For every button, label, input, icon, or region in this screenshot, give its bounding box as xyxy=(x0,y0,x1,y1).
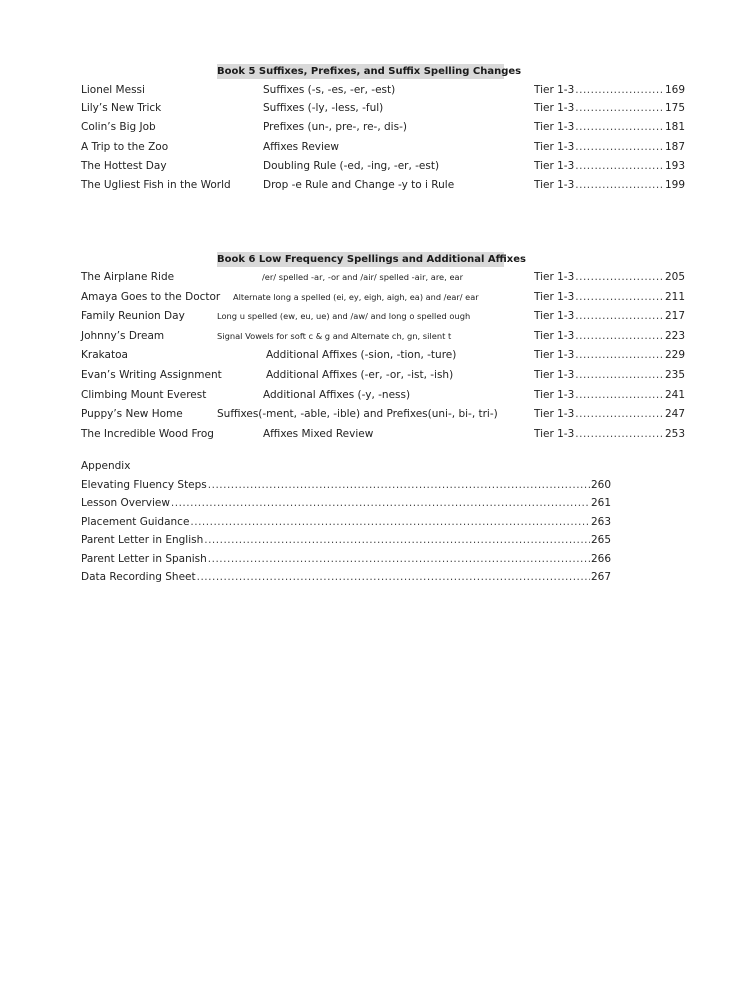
tier-entry xyxy=(534,307,685,326)
tier-entry xyxy=(534,138,685,157)
dot-leader xyxy=(575,405,664,424)
dot-leader xyxy=(171,494,590,512)
lesson-title: Krakatoa xyxy=(81,349,128,361)
page-number: 253 xyxy=(664,428,685,440)
lesson-title: Family Reunion Day xyxy=(81,310,185,322)
appendix-row xyxy=(81,568,611,586)
lesson-title: Puppy’s New Home xyxy=(81,408,183,420)
dot-leader xyxy=(575,307,664,326)
page-number: 265 xyxy=(590,534,611,546)
appendix-item-name: Placement Guidance xyxy=(81,516,190,528)
page-number: 229 xyxy=(664,349,685,361)
page-number: 260 xyxy=(590,479,611,491)
dot-leader xyxy=(575,386,664,405)
book6-heading: Book 6 Low Frequency Spellings and Additional Affixes xyxy=(217,254,526,265)
dot-leader xyxy=(575,346,664,365)
tier-label: Tier 1-3 xyxy=(534,369,575,381)
appendix-item-name: Data Recording Sheet xyxy=(81,571,196,583)
dot-leader xyxy=(575,268,664,287)
appendix-item-name: Parent Letter in Spanish xyxy=(81,553,207,565)
appendix-item-name: Parent Letter in English xyxy=(81,534,204,546)
toc-row xyxy=(81,405,685,424)
lesson-skill: Affixes Mixed Review xyxy=(263,428,374,440)
lesson-title: Climbing Mount Everest xyxy=(81,389,207,401)
page-number: 169 xyxy=(664,84,685,96)
dot-leader xyxy=(575,366,664,385)
lesson-skill: Additional Affixes (-sion, -tion, -ture) xyxy=(266,349,457,361)
dot-leader xyxy=(204,531,590,549)
dot-leader xyxy=(575,157,664,176)
lesson-skill: Additional Affixes (-er, -or, -ist, -ish) xyxy=(266,369,454,381)
toc-row xyxy=(81,288,685,307)
dot-leader xyxy=(575,327,664,346)
lesson-skill: Suffixes (-s, -es, -er, -est) xyxy=(263,84,396,96)
lesson-skill: Signal Vowels for soft c & g and Alternate ch, gn, silent t xyxy=(217,331,452,341)
lesson-skill: /er/ spelled -ar, -or and /air/ spelled -air, are, ear xyxy=(262,272,464,282)
lesson-skill: Additional Affixes (-y, -ness) xyxy=(263,389,411,401)
book5-heading: Book 5 Suffixes, Prefixes, and Suffix Spelling Changes xyxy=(217,66,522,77)
lesson-skill: Doubling Rule (-ed, -ing, -er, -est) xyxy=(263,160,440,172)
dot-leader xyxy=(190,513,590,531)
lesson-title: A Trip to the Zoo xyxy=(81,141,169,153)
page-number: 261 xyxy=(590,497,611,509)
lesson-title: Lionel Messi xyxy=(81,84,145,96)
tier-entry xyxy=(534,268,685,287)
tier-entry xyxy=(534,157,685,176)
dot-leader xyxy=(575,288,664,307)
dot-leader xyxy=(575,99,664,118)
dot-leader xyxy=(208,550,590,568)
appendix-row xyxy=(81,513,611,531)
appendix-row xyxy=(81,550,611,568)
page-number: 187 xyxy=(664,141,685,153)
appendix-item-name: Lesson Overview xyxy=(81,497,170,509)
page-number: 263 xyxy=(590,516,611,528)
toc-row xyxy=(81,327,685,346)
lesson-title: The Hottest Day xyxy=(81,160,167,172)
page-number: 223 xyxy=(664,330,685,342)
tier-entry xyxy=(534,99,685,118)
dot-leader xyxy=(575,118,664,137)
lesson-skill: Drop -e Rule and Change -y to i Rule xyxy=(263,179,455,191)
dot-leader xyxy=(197,568,590,586)
tier-label: Tier 1-3 xyxy=(534,291,575,303)
appendix-row xyxy=(81,494,611,512)
dot-leader xyxy=(575,425,664,444)
tier-entry xyxy=(534,81,685,100)
lesson-skill: Suffixes (-ly, -less, -ful) xyxy=(263,102,384,114)
dot-leader xyxy=(575,138,664,157)
toc-row xyxy=(81,346,685,365)
lesson-title: Lily’s New Trick xyxy=(81,102,162,114)
tier-entry xyxy=(534,118,685,137)
page-number: 181 xyxy=(664,121,685,133)
toc-row xyxy=(81,366,685,385)
dot-leader xyxy=(575,176,664,195)
lesson-title: Johnny’s Dream xyxy=(81,330,165,342)
tier-entry xyxy=(534,425,685,444)
tier-label: Tier 1-3 xyxy=(534,349,575,361)
tier-entry xyxy=(534,327,685,346)
tier-label: Tier 1-3 xyxy=(534,179,575,191)
toc-row xyxy=(81,81,685,100)
lesson-title: Amaya Goes to the Doctor xyxy=(81,291,221,303)
page-number: 205 xyxy=(664,271,685,283)
lesson-title: Evan’s Writing Assignment xyxy=(81,369,222,381)
tier-label: Tier 1-3 xyxy=(534,84,575,96)
page-number: 175 xyxy=(664,102,685,114)
lesson-title: The Ugliest Fish in the World xyxy=(81,179,231,191)
tier-entry xyxy=(534,405,685,424)
page-number: 247 xyxy=(664,408,685,420)
tier-entry xyxy=(534,346,685,365)
toc-row xyxy=(81,176,685,195)
lesson-skill: Long u spelled (ew, eu, ue) and /aw/ and long o spelled ough xyxy=(217,311,471,321)
tier-label: Tier 1-3 xyxy=(534,428,575,440)
toc-row xyxy=(81,307,685,326)
lesson-skill: Prefixes (un-, pre-, re-, dis-) xyxy=(263,121,407,133)
appendix-row xyxy=(81,531,611,549)
lesson-skill: Suffixes(-ment, -able, -ible) and Prefixes(uni-, bi-, tri-) xyxy=(217,408,498,420)
tier-label: Tier 1-3 xyxy=(534,408,575,420)
tier-label: Tier 1-3 xyxy=(534,271,575,283)
page-number: 193 xyxy=(664,160,685,172)
lesson-title: Colin’s Big Job xyxy=(81,121,156,133)
tier-label: Tier 1-3 xyxy=(534,102,575,114)
toc-row xyxy=(81,138,685,157)
dot-leader xyxy=(208,476,590,494)
page-number: 235 xyxy=(664,369,685,381)
toc-row xyxy=(81,157,685,176)
lesson-skill: Affixes Review xyxy=(263,141,339,153)
appendix-label: Appendix xyxy=(81,460,131,472)
tier-label: Tier 1-3 xyxy=(534,310,575,322)
tier-entry xyxy=(534,288,685,307)
tier-label: Tier 1-3 xyxy=(534,141,575,153)
page-number: 241 xyxy=(664,389,685,401)
tier-entry xyxy=(534,176,685,195)
lesson-title: The Incredible Wood Frog xyxy=(81,428,214,440)
lesson-title: The Airplane Ride xyxy=(81,271,175,283)
tier-label: Tier 1-3 xyxy=(534,389,575,401)
page-number: 217 xyxy=(664,310,685,322)
page-number: 267 xyxy=(590,571,611,583)
page-number: 266 xyxy=(590,553,611,565)
tier-label: Tier 1-3 xyxy=(534,160,575,172)
tier-entry xyxy=(534,386,685,405)
tier-label: Tier 1-3 xyxy=(534,121,575,133)
lesson-skill: Alternate long a spelled (ei, ey, eigh, aigh, ea) and /ear/ ear xyxy=(233,292,479,302)
tier-label: Tier 1-3 xyxy=(534,330,575,342)
page-number: 199 xyxy=(664,179,685,191)
toc-row xyxy=(81,99,685,118)
dot-leader xyxy=(575,81,664,100)
appendix-item-name: Elevating Fluency Steps xyxy=(81,479,207,491)
appendix-row xyxy=(81,476,611,494)
toc-row xyxy=(81,268,685,287)
tier-entry xyxy=(534,366,685,385)
page-number: 211 xyxy=(664,291,685,303)
toc-row xyxy=(81,118,685,137)
toc-row xyxy=(81,425,685,444)
toc-row xyxy=(81,386,685,405)
